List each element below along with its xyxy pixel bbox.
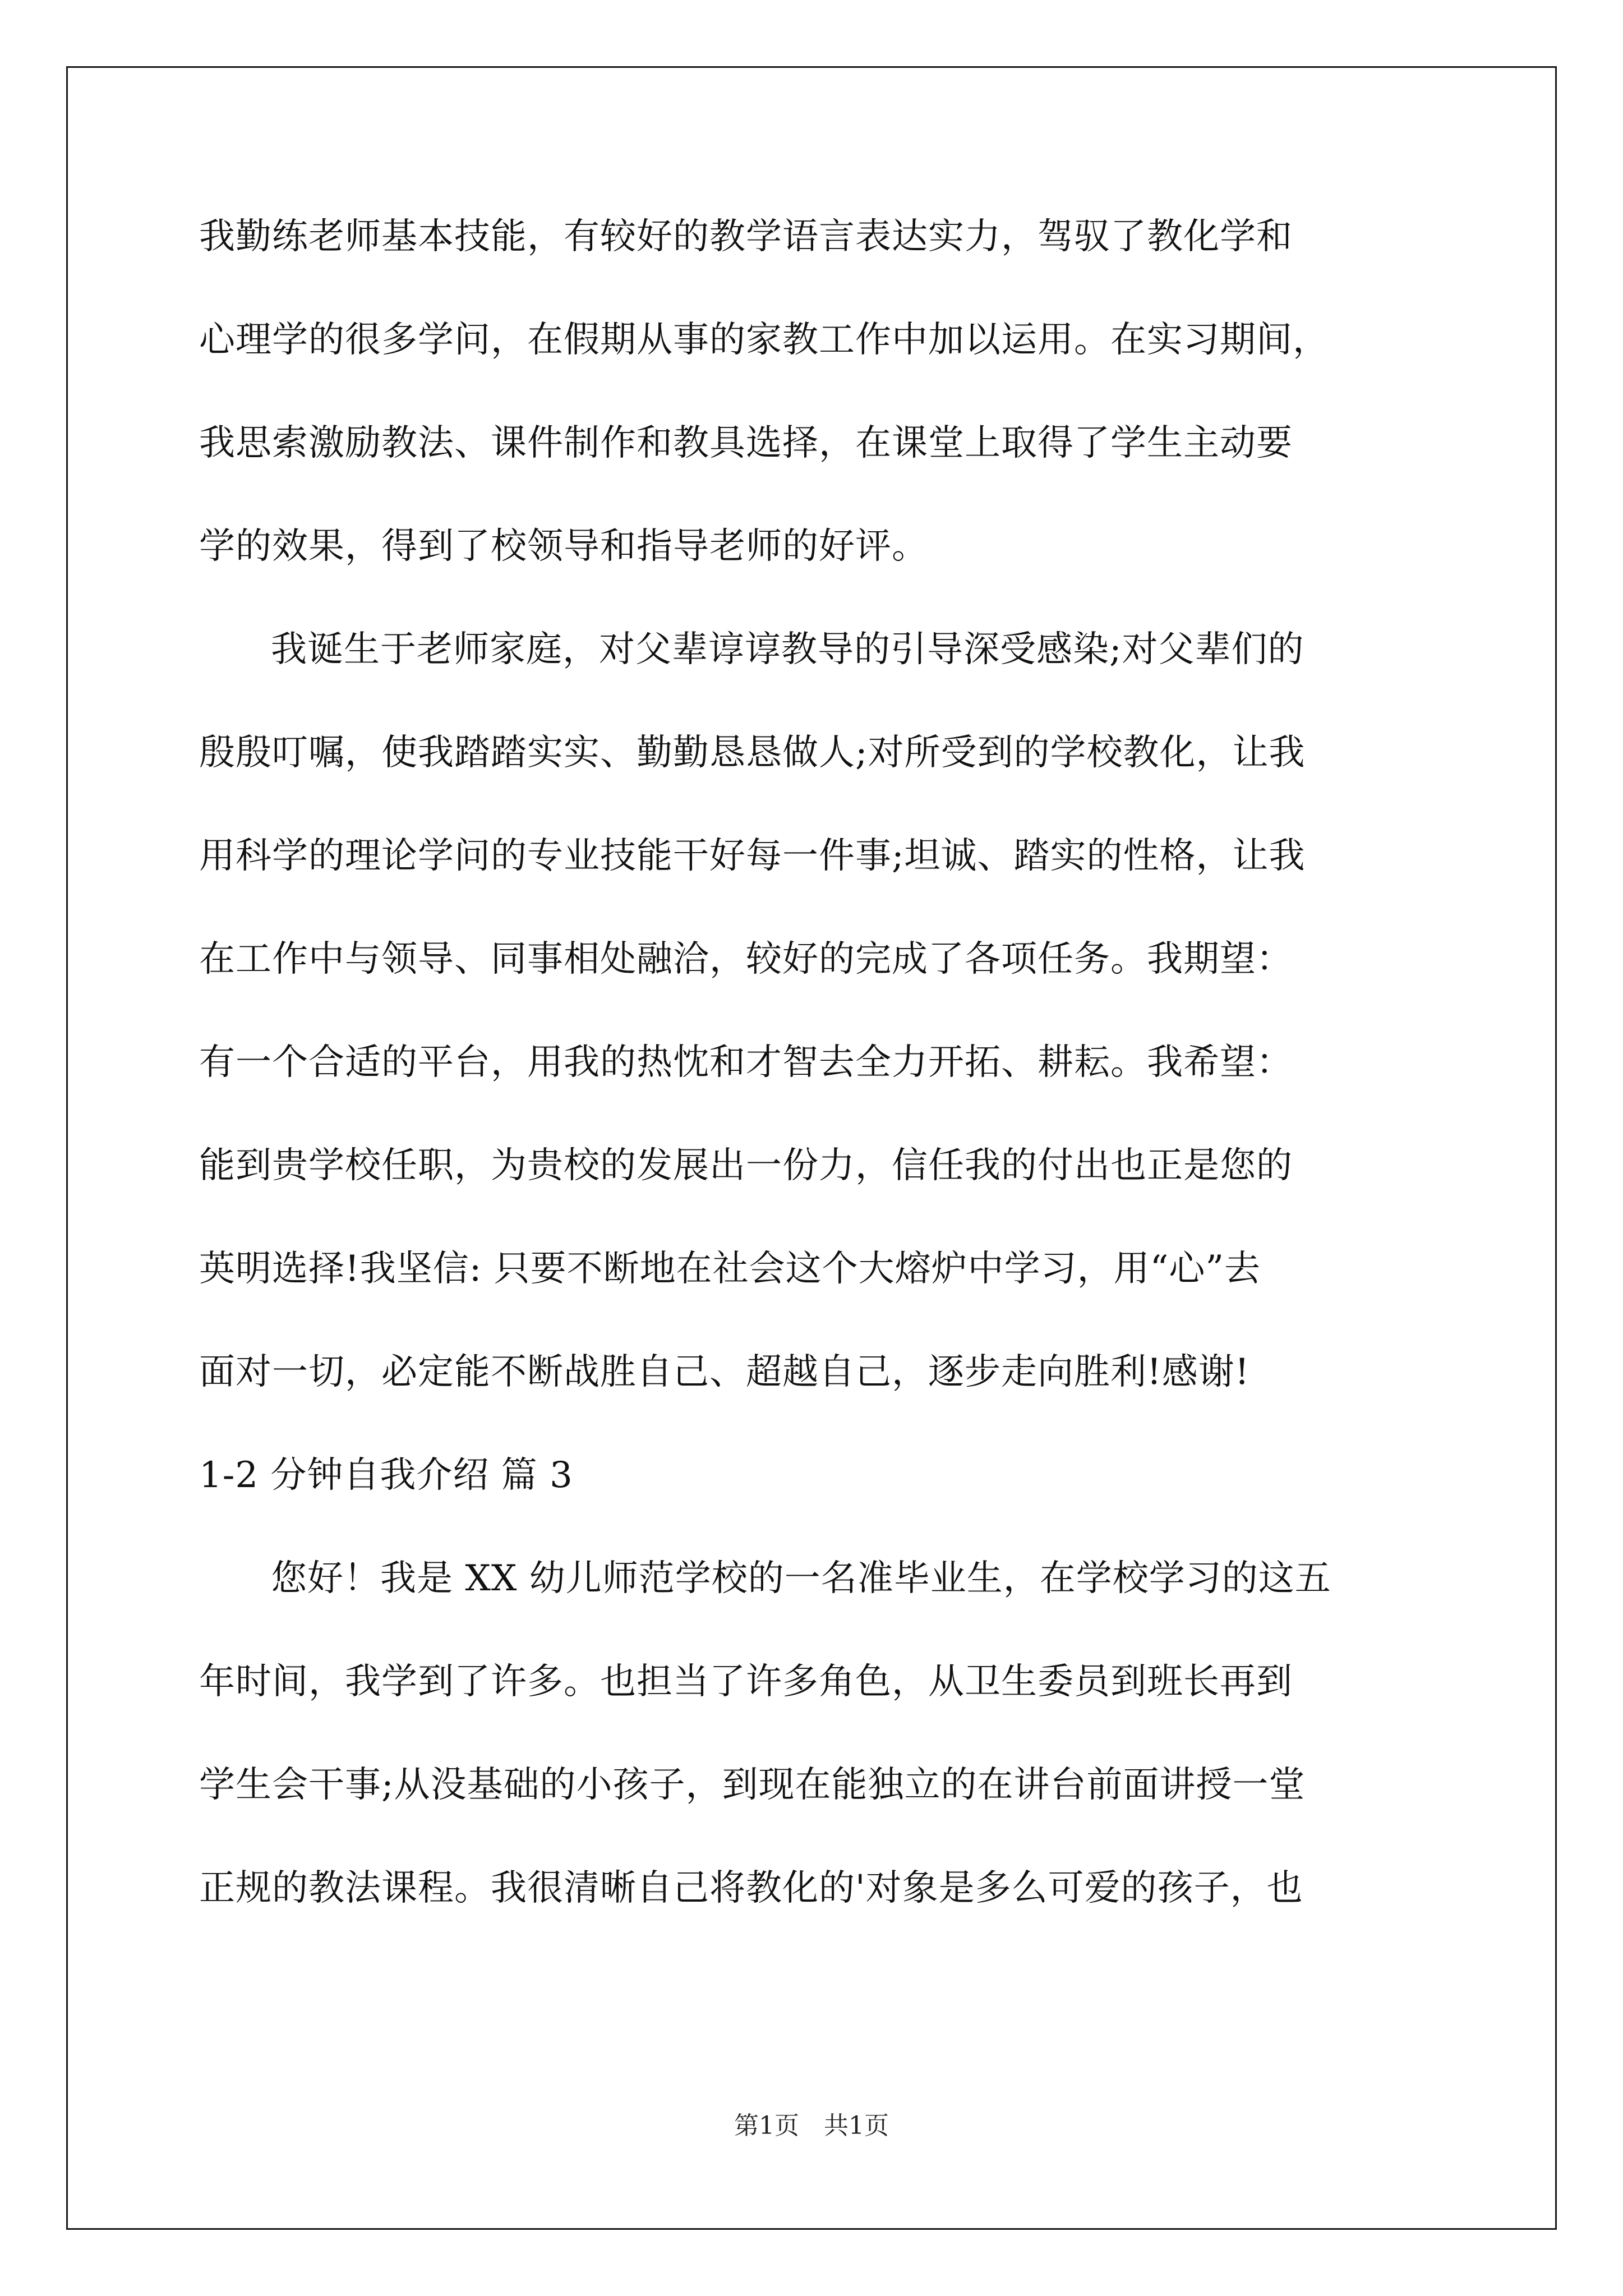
- page-footer: [0, 2111, 1623, 2140]
- text-line: 心理学的很多学问，在假期从事的家教工作中加以运用。在实习期间，: [199, 319, 1329, 361]
- text-line: 能到贵学校任职，为贵校的发展出一份力，信任我的付出也正是您的: [199, 1145, 1293, 1186]
- paragraph-start-line: 我诞生于老师家庭，对父辈谆谆教导的引导深受感染;对父辈们的: [271, 629, 1304, 670]
- text-line: 学的效果，得到了校领导和指导老师的好评。: [199, 526, 928, 567]
- text-line: 正规的教法课程。我很清晰自己将教化的'对象是多么可爱的孩子，也: [199, 1867, 1303, 1909]
- text-line: 我勤练老师基本技能，有较好的教学语言表达实力，驾驭了教化学和: [199, 216, 1293, 257]
- page-number: 第1页: [734, 2111, 799, 2140]
- page-total: 共1页: [824, 2111, 889, 2140]
- text-line: 我思索激励教法、课件制作和教具选择，在课堂上取得了学生主动要: [199, 422, 1293, 464]
- document-body: [199, 216, 1427, 1973]
- section-heading: 1-2 分钟自我介绍 篇 3: [199, 1455, 573, 1496]
- text-line: 殷殷叮嘱，使我踏踏实实、勤勤恳恳做人;对所受到的学校教化，让我: [199, 732, 1306, 774]
- text-line: 用科学的理论学问的专业技能干好每一件事;坦诚、踏实的性格，让我: [199, 835, 1306, 877]
- paragraph-start-line: 您好！我是 XX 幼儿师范学校的一名准毕业生，在学校学习的这五: [271, 1558, 1331, 1599]
- text-line: 有一个合适的平台，用我的热忱和才智去全力开拓、耕耘。我希望：: [199, 1042, 1293, 1083]
- text-line: 面对一切，必定能不断战胜自己、超越自己，逐步走向胜利!感谢!: [199, 1351, 1250, 1393]
- text-line: 英明选择!我坚信: 只要不断地在社会这个大熔炉中学习，用“心”去: [199, 1248, 1261, 1290]
- text-line: 在工作中与领导、同事相处融洽，较好的完成了各项任务。我期望：: [199, 938, 1293, 980]
- text-line: 年时间，我学到了许多。也担当了许多角色，从卫生委员到班长再到: [199, 1661, 1293, 1703]
- text-line: 学生会干事;从没基础的小孩子，到现在能独立的在讲台前面讲授一堂: [199, 1764, 1306, 1806]
